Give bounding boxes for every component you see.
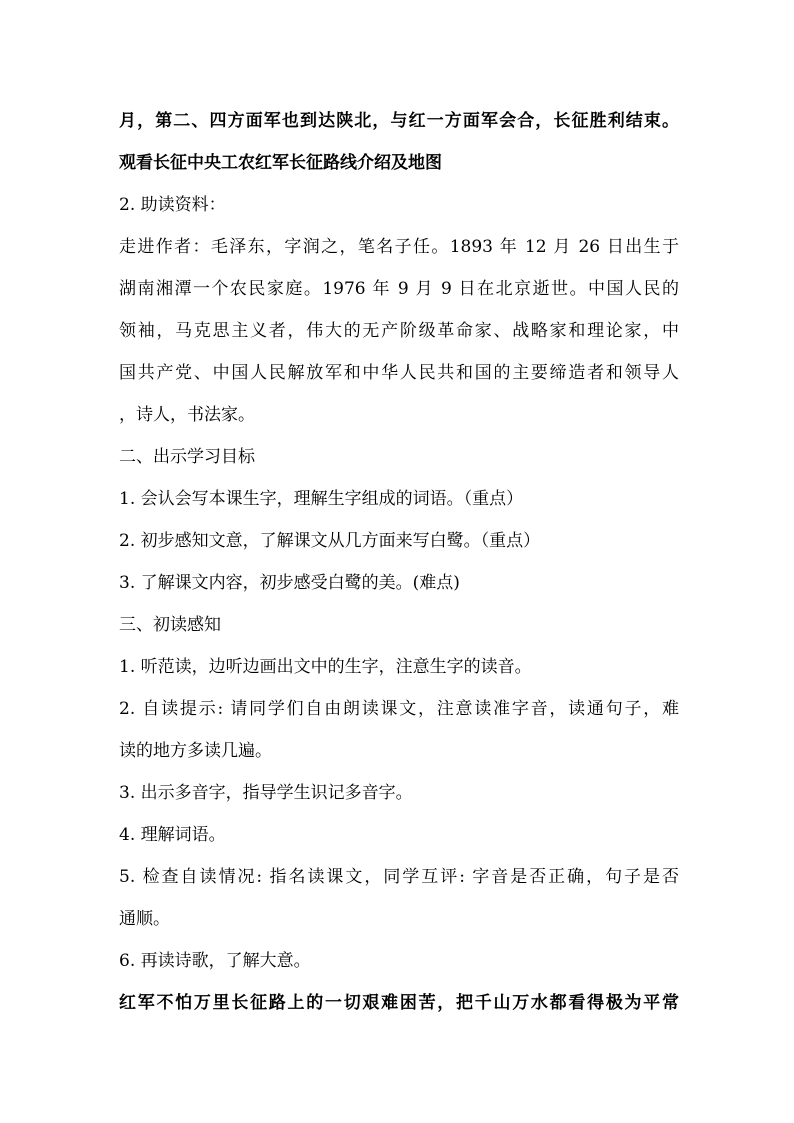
text-line: 走进作者：毛泽东，字润之，笔名子任。1893 年 12 月 26 日出生于	[119, 237, 679, 257]
text-line: 国共产党、中国人民解放军和中华人民共和国的主要缔造者和领导人	[119, 363, 679, 383]
text-line: 3. 了解课文内容，初步感受白鹭的美。(难点)	[119, 573, 460, 593]
text-line: 4. 理解词语。	[119, 825, 226, 845]
text-line: 领袖，马克思主义者，伟大的无产阶级革命家、战略家和理论家，中	[119, 321, 679, 341]
text-line: 1. 听范读，边听边画出文中的生字，注意生字的读音。	[119, 657, 532, 677]
text-line: 观看长征中央工农红军长征路线介绍及地图	[119, 153, 442, 173]
text-line: 2. 自读提示: 请同学们自由朗读课文，注意读准字音，读通句子，难	[119, 699, 679, 719]
text-line: 2. 助读资料：	[119, 195, 226, 215]
text-line: 二、出示学习目标	[119, 447, 255, 467]
text-line: 2. 初步感知文意，了解课文从几方面来写白鹭。（重点）	[119, 531, 541, 551]
text-line: 湖南湘潭一个农民家庭。1976 年 9 月 9 日在北京逝世。中国人民的	[119, 279, 679, 299]
text-line: 3. 出示多音字，指导学生识记多音字。	[119, 783, 413, 803]
text-line: 1. 会认会写本课生字，理解生字组成的词语。（重点）	[119, 489, 524, 509]
text-line: 6. 再读诗歌，了解大意。	[119, 951, 311, 971]
text-line: ，诗人，书法家。	[119, 405, 255, 425]
text-line: 通顺。	[119, 909, 170, 929]
document-body	[119, 100, 679, 1024]
text-line: 月，第二、四方面军也到达陕北，与红一方面军会合，长征胜利结束。	[119, 111, 679, 131]
text-line: 读的地方多读几遍。	[119, 741, 272, 761]
text-line: 5. 检查自读情况: 指名读课文，同学互评: 字音是否正确，句子是否	[119, 867, 679, 887]
text-line: 三、初读感知	[119, 615, 221, 635]
text-line: 红军不怕万里长征路上的一切艰难困苦，把千山万水都看得极为平常	[119, 993, 679, 1013]
